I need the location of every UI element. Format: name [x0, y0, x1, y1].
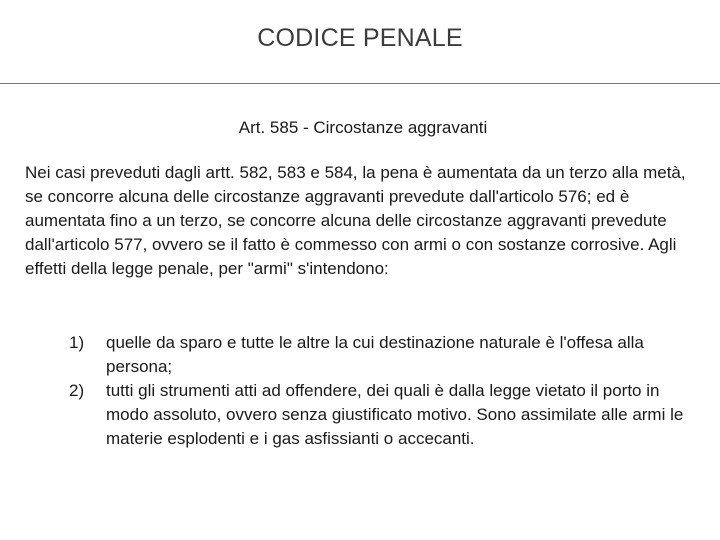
article-paragraph: Nei casi preveduti dagli artt. 582, 583 e 584, la pena è aumentata da un terzo alla metà, se concorre alcuna delle circostanze aggravanti prevedute dall'articolo 576; ed è aumentata fino a un terzo, se concorre alcuna delle circostanze aggravanti prevedute dall'articolo 577, ovvero se il fatto è commesso con armi o con sostanze corrosive. Agli effetti della legge penale, per "armi" s'intendono:	[25, 163, 686, 278]
list-item	[0, 379, 694, 451]
list-item	[0, 331, 694, 379]
list-item-text: tutti gli strumenti atti ad offendere, dei quali è dalla legge vietato il porto in modo assoluto, ovvero senza giustificato motivo. Sono assimilate alle armi le materie esplodenti e i gas asfissianti o accecanti.	[106, 381, 684, 448]
page-title: CODICE PENALE	[257, 24, 463, 52]
header-divider	[0, 83, 720, 84]
list-item-marker: 2)	[69, 381, 85, 400]
list-item-marker: 1)	[69, 333, 85, 352]
list-item-text: quelle da sparo e tutte le altre la cui destinazione naturale è l'offesa alla persona;	[106, 333, 644, 376]
definitions-list	[0, 331, 720, 451]
article-heading: Art. 585 - Circostanze aggravanti	[238, 118, 488, 137]
